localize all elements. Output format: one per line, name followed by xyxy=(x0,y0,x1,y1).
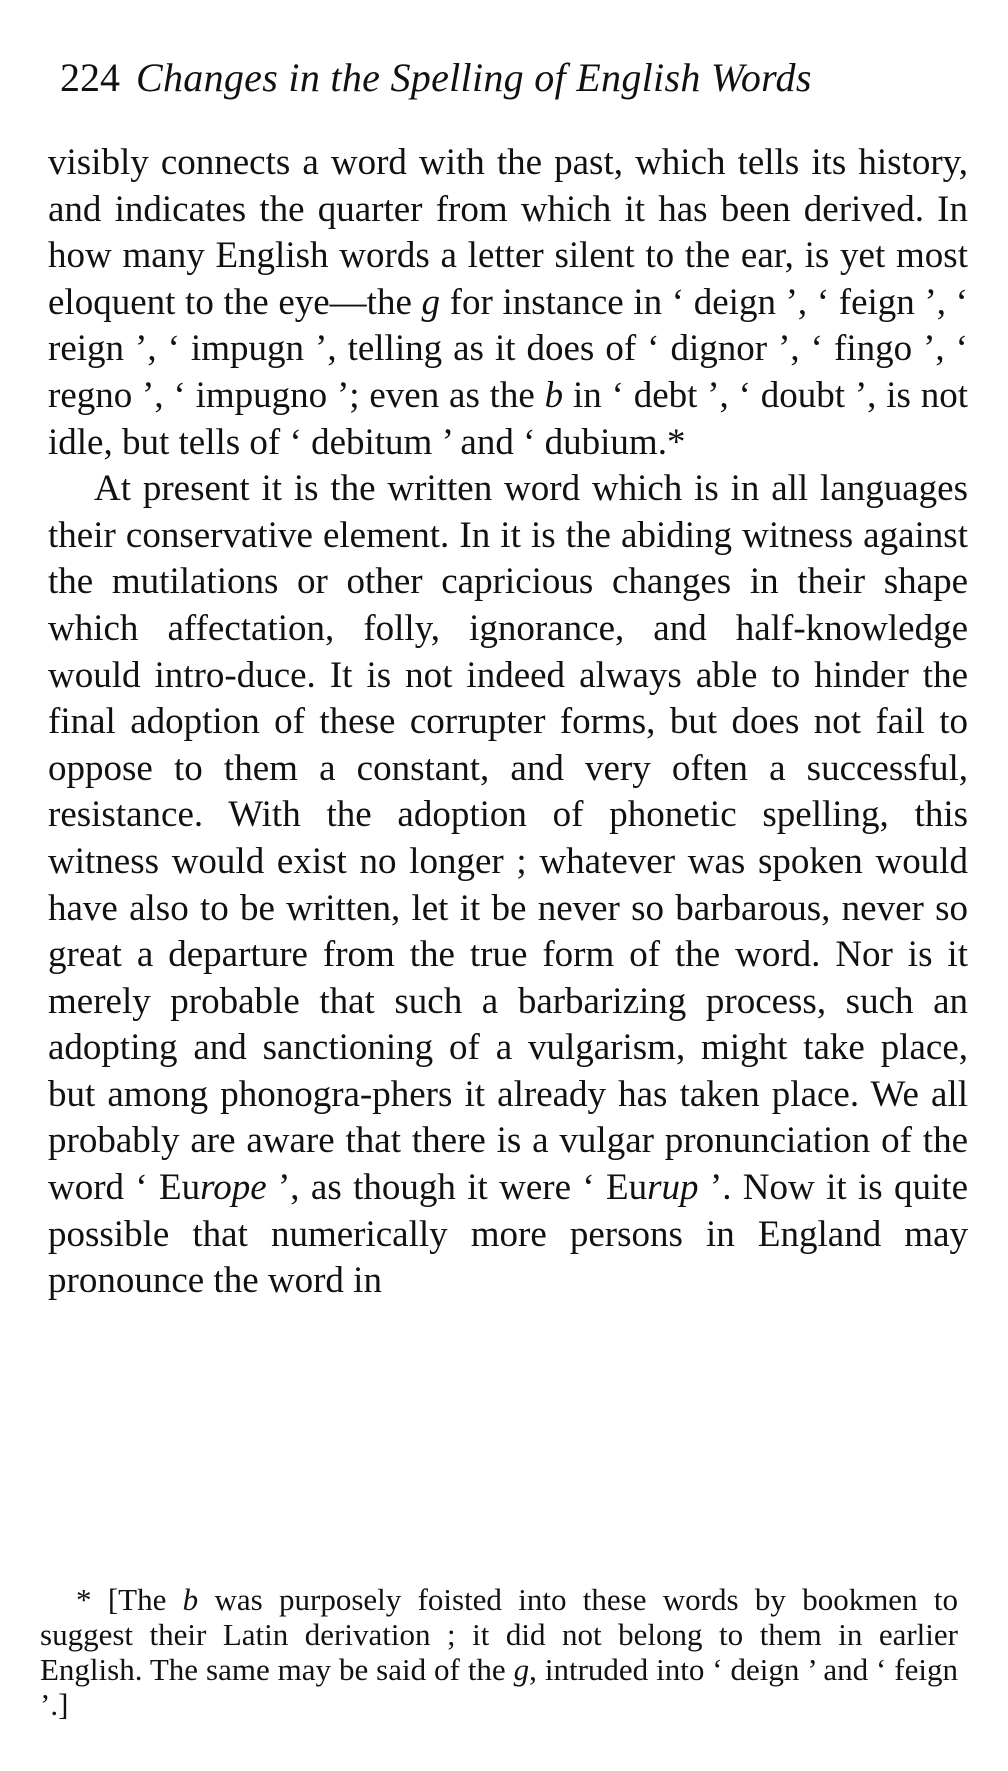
page-number: 224 xyxy=(60,55,120,100)
running-title: Changes in the Spelling of English Words xyxy=(136,55,812,100)
footnote-text-2: was purposely foisted into these words by bookmen to suggest their Latin derivation ; it did not belong to them in earlier English. The same may be said of the xyxy=(40,1582,958,1687)
footnote-text-3: , intruded into ‘ deign ’ and ‘ feign ’.] xyxy=(40,1652,958,1722)
footnote-text-1: * [The xyxy=(76,1582,183,1617)
paragraph-1-italic-2: b xyxy=(544,374,564,416)
paragraph-2-text-2: ’, as though it were ‘ Eu xyxy=(266,1167,648,1209)
footnote-italic-1: b xyxy=(182,1582,199,1617)
paragraph-1-text-1: visibly connects a word with the past, which tells its history, and indicates the quarter from which it has been derived. In how many English words a letter silent to the ear, is yet most eloquent to the eye—the xyxy=(48,142,968,323)
paragraph-2-text-3: ’. Now it is quite possible that numerically more persons in England may pronounce the word in xyxy=(48,1167,969,1302)
body-text xyxy=(48,140,968,1305)
paragraph-1-text-2: for instance in ‘ deign ’, ‘ feign ’, ‘ reign ’, ‘ impugn ’, telling as it does of ‘ dignor ’, ‘ fingo ’, ‘ regno ’, ‘ impugno ’; even as the xyxy=(48,281,968,416)
footnote xyxy=(40,1582,958,1722)
paragraph-2 xyxy=(48,466,968,1305)
paragraph-1 xyxy=(48,140,968,466)
paragraph-2-text-1: At present it is the written word which is in all languages their conservative element. In it is the abiding witness against the mutilations or other capricious changes in their shape which affectation, folly, ignorance, and half-knowledge would intro-duce. It is not indeed always able to hinder the final adoption of these corrupter forms, but does not fail to oppose to them a constant, and very often a successful, resistance. With the adoption of phonetic spelling, this witness would exist no longer ; whatever was spoken would have also to be written, let it be never so barbarous, never so great a departure from the true form of the word. Nor is it merely probable that such a barbarizing process, such an adopting and sanctioning of a vulgarism, might take place, but among phonogra-phers it already has taken place. We all probably are aware that there is a vulgar pronunciation of the word ‘ Eu xyxy=(48,468,968,1209)
running-head xyxy=(60,48,978,108)
paragraph-1-italic-1: g xyxy=(421,281,441,323)
paragraph-2-italic-1: rope xyxy=(200,1167,267,1209)
footnote-italic-2: g xyxy=(513,1652,530,1687)
paragraph-2-italic-2: rup xyxy=(647,1167,699,1209)
paragraph-1-text-3: in ‘ debt ’, ‘ doubt ’, is not idle, but tells of ‘ debitum ’ and ‘ dubium.* xyxy=(48,374,968,463)
